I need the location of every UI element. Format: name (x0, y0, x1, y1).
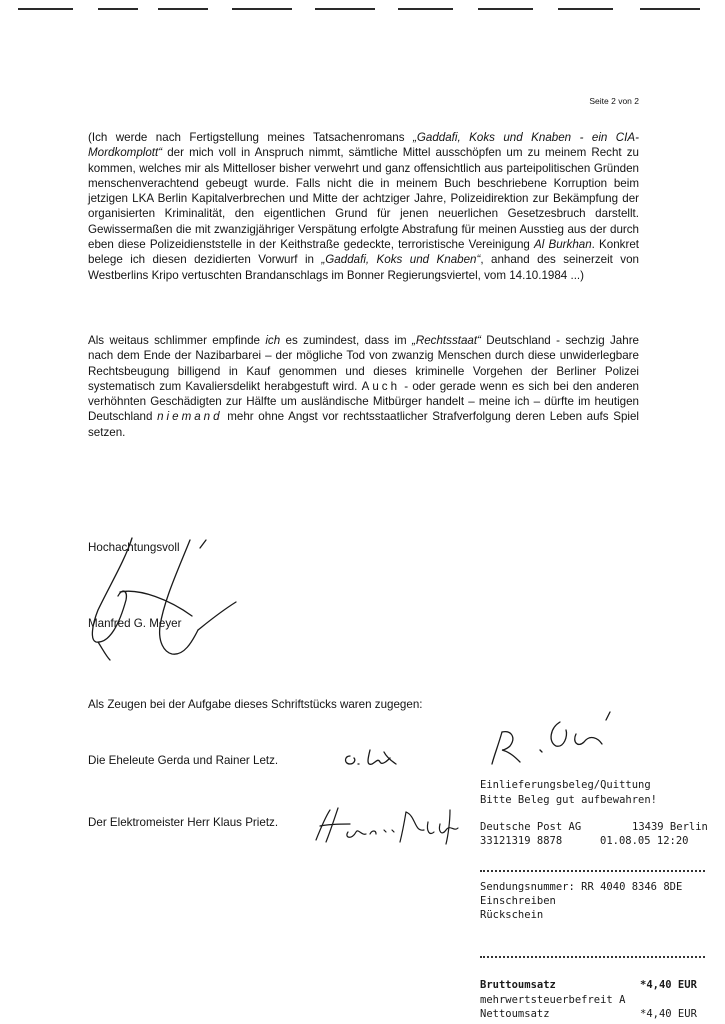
scan-rule (158, 8, 208, 10)
scan-rule (398, 8, 453, 10)
page-number: Seite 2 von 2 (589, 96, 639, 106)
text-run: der mich voll in Anspruch nimmt, sämtliche Mittel ausschöpfen um zu meinem Recht zu kommen, welches mir als Mittelloser bisher verwehrt und ganz offensichtlich aus parteipolitischen Gründen menschenverachtend gebeugt wurde. Falls nicht die in meinem Buch beschriebene Korruption beim jetzigen LKA Berlin Kapitalverbrechen und Mitte der achtziger Jahre, Polizeidirektion zur Bekämpfung der organisierten Kriminalität, den eigentlichen Grund für jenen neuerlichen Gesetzesbruch darstellt. Gewissermaßen die mit zwanzigjähriger Verspätung erfolgte Abstrafung für meinen Ausstieg aus der durch eben diese Polizeidienststelle in der Keithstraße gedeckte, terroristische Vereinigung (88, 146, 639, 252)
scan-rule (232, 8, 292, 10)
witness-1: Die Eheleute Gerda und Rainer Letz. (88, 754, 279, 767)
emphasis: ich (265, 334, 281, 347)
scan-rule (558, 8, 613, 10)
receipt-divider (480, 956, 705, 958)
scan-rule (478, 8, 533, 10)
text-run: es zumindest, dass im (280, 334, 412, 347)
receipt-location: 13439 Berlin (632, 821, 708, 833)
paragraph-2 (88, 333, 639, 440)
closing-greeting: Hochachtungsvoll (88, 541, 180, 554)
receipt-datetime: 01.08.05 12:20 (600, 835, 689, 847)
scan-rule (98, 8, 138, 10)
receipt-company: Deutsche Post AG (480, 821, 582, 833)
scan-rule (315, 8, 375, 10)
text-run: - oder gerade wenn es sich bei den anderen verhöhnten Geschädigten zur Hälfte um ausländische Mitbürger handelt – meine ich – dürfte im heutigen Deutschland (88, 379, 639, 424)
witness-2: Der Elektromeister Herr Klaus Prietz. (88, 816, 279, 829)
author-signature (80, 530, 250, 670)
receipt-title: Einlieferungsbeleg/Quittung (480, 779, 651, 791)
receipt-brutto-label: Bruttoumsatz (480, 979, 556, 991)
receipt-note: Bitte Beleg gut aufbewahren! (480, 794, 658, 806)
organization-name: Al Burkhan (534, 238, 592, 252)
witnesses-intro: Als Zeugen bei der Aufgabe dieses Schriftstücks waren zugegen: (88, 698, 423, 711)
receipt-netto-value: *4,40 EUR (640, 1008, 697, 1020)
emphasis: „Rechtsstaat“ (412, 334, 481, 347)
text-run: . Konkret belege ich diesen dezidierten Vorwurf in (88, 238, 640, 267)
receipt-service: Einschreiben (480, 895, 556, 907)
text-run: , anhand des seinerzeit von Westberlins Kripo vertuschten Brandanschlags im Bonner Regierungsviertel, vom 14.10.1984 ...) (88, 253, 639, 282)
spaced-emphasis: niemand (157, 410, 223, 424)
paragraph-1 (88, 130, 639, 283)
author-name: Manfred G. Meyer (88, 617, 182, 630)
text-run: mehr ohne Angst vor rechtsstaatlicher Strafverfolgung deren Leben aufs Spiel setzen. (88, 410, 640, 439)
receipt-netto-label: Nettoumsatz (480, 1008, 550, 1020)
receipt-brutto-value: *4,40 EUR (640, 979, 697, 991)
receipt-mwst: mehrwertsteuerbefreit A (480, 994, 626, 1006)
scan-rule (640, 8, 700, 10)
spaced-emphasis: Auch (361, 379, 401, 393)
witness-1-signature (340, 742, 410, 772)
receipt-service: Rückschein (480, 909, 544, 921)
witness-3-signature (310, 802, 470, 848)
receipt-sendungsnummer: Sendungsnummer: RR 4040 8346 8DE (480, 881, 683, 893)
text-run: (Ich werde nach Fertigstellung meines Tatsachenromans (88, 131, 413, 144)
scan-rule (18, 8, 73, 10)
receipt-id-number: 33121319 8878 (480, 835, 563, 847)
text-run: Als weitaus schlimmer empfinde (88, 334, 266, 347)
book-title: „Gaddafi, Koks und Knaben - ein CIA-Mordkomplott“ (88, 131, 639, 160)
receipt-divider (480, 870, 705, 872)
book-title: „Gaddafi, Koks und Knaben“ (321, 253, 481, 267)
text-run: Deutschland - sechzig Jahre nach dem Ende der Nazibarbarei – der mögliche Tod von zwanzig Menschen durch diese unwiderlegbare Rechtsbeugung billigend in Kauf genommen und dieses kriminelle Vorgehen der Berliner Polizei systematisch zum Kavaliersdelikt herabgestuft wird. (88, 334, 639, 393)
witness-2-signature (480, 708, 630, 768)
